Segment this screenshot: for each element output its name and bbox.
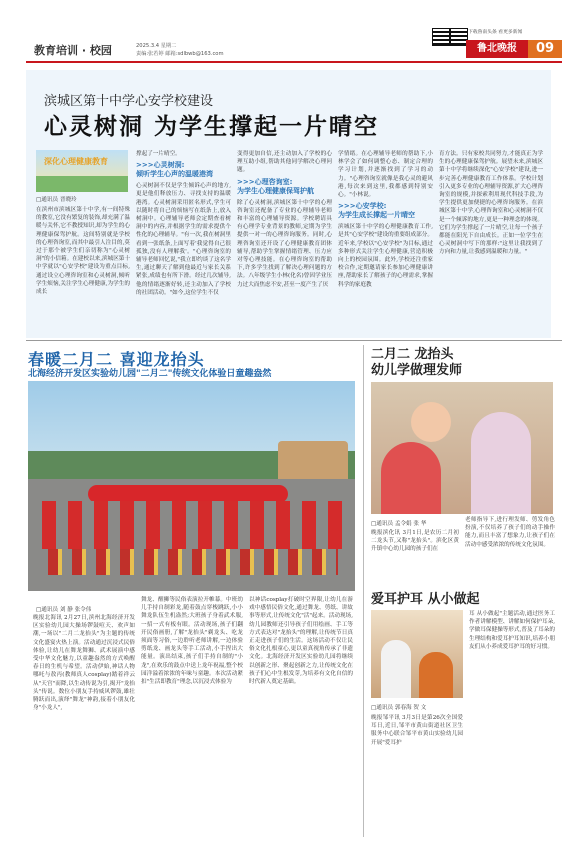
story2-col1: 晚报北海讯 2月27日,滨州北海经济开发区实验幼儿园大操场锣鼓喧天、欢声如潮,一场以"二月二龙抬头"为主题的传统文化盛宴火热上演。活动通过沉浸式民俗体验,让幼儿在舞龙舞狮、武术展演中感受中华文化魅力,以童趣盎然的方式唤醒春日的生机与希望。活动伊始,神话人物哪吒与敖丙(教师真人cosplay)踏着祥云从"天宫"而降,以生动传说为引,揭开"龙抬头"传说。数位小朋友手持威风锣鼓,雄壮腾跃而出,演绎"舞龙"神韵,接着小朋友化身"小龙人", [33, 615, 135, 712]
qr-code-icon [432, 28, 450, 46]
story1-col2 [136, 150, 231, 334]
date-line: 2025.3.4 星期二 [136, 43, 177, 49]
story2-byline: □通讯员 刘 静 张令伟 [36, 607, 92, 613]
photo-doctor [381, 640, 411, 698]
story4-title: 爱耳护耳 从小做起 [371, 592, 480, 607]
masthead [0, 0, 569, 62]
story1-photo [36, 150, 128, 192]
subhead-counseling-room: >>>心理咨询室: 为学生心理健康保驾护航 [237, 177, 314, 195]
photo-kid [419, 652, 453, 698]
story1-pretitle: 滨城区第十中学心安学校建设 [44, 94, 214, 109]
column-divider [363, 345, 364, 837]
page-number: 09 [528, 40, 562, 58]
story1-col1: 在滨州市滨城区第十中学,有一间特殊的教室,它没有繁复的装饰,却充满了温暖与关怀,它不教授知识,却为学生的心理健康保驾护航。这间特别就是学校的心理咨询室,而其中最引人注目的,莫过于那个被学生们亲切称为"心灵树洞"的小信箱。在建校以来,滨城区第十中学就以"心安学校"建设为重点目标,通过设立心理咨询室和心灵树洞,倾听学生烦恼,关注学生心理健康,为学生的成长 [36, 207, 130, 296]
story1-col4-body: 滨城区第十中学的心理健康教育工作,是其"心安学校"建设的重要组成部分。近年来,学校以"心安学校"为目标,通过多种形式关注学生心理健康,营造积极向上的校园氛围。此外,学校还注重家校合作,定期邀请家长参加心理健康讲座,帮助家长了解孩子的心理需求,掌握科学的家庭教 [338, 224, 433, 288]
story1-col2-intro: 撑起了一片晴空。 [136, 151, 181, 157]
story1-col3-body: 除了心灵树洞,滨城区第十中学的心理咨询室还配备了专业的心理辅导老师和丰富的心理辅导资源。学校聘请具有心理学专业背景的教师,定期为学生提供一对一的心理咨询服务。同时,心理咨询室还开设了心理健康教育团体辅导,帮助学生掌握情绪管理、压力应对等心理技能。在心理咨询室的帮助下,许多学生找到了解决心理问题的方法。八年级学生小林(化名)曾因学业压力过大而焦虑不安,甚至一度产生了厌 [237, 199, 332, 288]
story1-col4 [338, 150, 433, 334]
story3-title: 二月二 龙抬头 幼儿学做理发师 [371, 347, 463, 378]
story1-col3 [237, 150, 332, 334]
photo-child-left [381, 442, 441, 514]
photo-children [42, 501, 342, 549]
story3-haircut-photo [371, 382, 553, 514]
photo-child-right [471, 412, 531, 514]
app-ad-text: 下载鲁南头条 看更多新闻 [468, 30, 523, 35]
subhead-safe-school: >>>心安学校: 为学生成长撑起一片晴空 [338, 202, 415, 220]
story4-byline: □通讯员 郭春海 贺 文 [371, 705, 427, 711]
photo-front-row [48, 549, 338, 575]
header-rule [26, 61, 562, 63]
story3-col2: 老师指导下,进行理发师、剪发角色扮演,不仅培养了孩子们的动手操作能力,而且丰富了想象力,让孩子们在活动中感受浓浓的传统文化氛围。 [465, 517, 555, 548]
story-divider [26, 340, 562, 341]
story2-col3: 以神话cosplay打破时空界限,让幼儿在游戏中感悟民俗文化,通过舞龙、剪纸、讲故事等形式,让传统文化"活"起来。活动现场,幼儿园教师还引导孩子们用绘画、手工等方式表达对"龙抬头"的理解,让传统节日真正走进孩子们的生活。这场活动不仅让民俗文化扎根童心,更以童真视角传承了非遗文化。北海经济开发区实验幼儿园将继续以创新之形、聚起创新之力,让传统文化在孩子们心中生根发芽,为培养有文化自信的时代新人奠定基础。 [249, 597, 353, 686]
story1-col5: 育方法。只有家校共同努力,才能真正为学生的心理健康保驾护航。展望未来,滨城区第十中学将继续深化"心安学校"建设,进一步完善心理健康教育工作体系。学校计划引入更多专业的心理辅导资源,扩大心理咨询室的规模,并探索利用现代科技手段,为学生提供更加便捷的心理咨询服务。在滨城区第十中学,心理咨询室和心灵树洞不仅是一个倾诉的地方,更是一种理念的体现。它们为学生撑起了一片晴空,让每一个孩子都能在阳光下自由成长。正如一位学生在心灵树洞中写下的那样:"这里让我找到了方向和力量,让我感到温暖和力量。" [439, 151, 543, 256]
story3-col1: 晚报滨化讯 3月1日,是农历二月初二龙头节,又称"龙抬头"。滨化区黄升镇中心幼儿园的孩子们在 [371, 530, 459, 553]
photo-building [278, 441, 348, 481]
photo-face [411, 402, 451, 442]
story1-col2-body: 心灵树洞不仅是学生倾诉心声的地方,更是他们释放压力、寻找支持的温暖港湾。心灵树洞采用匿名形式,学生可以随时将自己的烦恼写在纸条上,放入树洞中。心理辅导老师会定期查看树洞中的内容,并根据学生的需求提供个性化的心理辅导。"有一次,我在树洞里看到一张纸条,上面写着'我觉得自己很孤独,没有人理解我'。"心理咨询室的辅导老师回忆说,"我立即约谈了这名学生,通过聊天了解到他最近与家长关系紧张,成绩也有所下滑。经过几次辅导,他的情绪逐渐好转,还主动加入了学校的社团活动。"如今,这位学生不仅 [136, 183, 231, 296]
story4-col2: 耳 从小做起"主题活动,通过医务工作者讲解模型、讲解如何保护耳朵,学做耳保健操等形式,普及了耳朵的生理结构和爱耳护耳知识,培养小朋友们从小养成爱耳护耳的好习惯。 [469, 611, 555, 650]
subhead-tree-hole: >>>心灵树洞: 倾听学生心声的温暖港湾 [136, 161, 213, 179]
photo-banner-text: 深化心理健康教育 [44, 157, 108, 166]
editor-line: 责编:张若婷 邮箱:sdlbwb@163.com [136, 51, 224, 57]
story2-dragon-dance-photo [28, 381, 355, 591]
story1-col3-intro: 变得更加自信,还主动加入了学校的心理互助小组,帮助其他同学解决心理问题。 [237, 151, 332, 174]
story1-col4-intro: 学情绪。在心理辅导老师的帮助下,小林学会了如何调整心态、制定合理的学习计划,并逐渐找到了学习的动力。"心理咨询室就像是我心灵的避风港,每次来到这里,我都感到特别安心。"小林说。 [338, 151, 433, 199]
newspaper-logo: 鲁北晚报 [466, 40, 528, 58]
story1-byline: □通讯员 晋晓玲 [36, 197, 77, 203]
story4-col1: 晚报邹平讯 3月3日是第26次全国爱耳日,近日,邹平市黄山街道社区卫生服务中心联合邹平市黄山实验幼儿园开展"爱耳护 [371, 715, 463, 746]
story1-title: 心灵树洞 为学生撑起一片晴空 [44, 113, 380, 140]
story2-subtitle: 北海经济开发区实验幼儿园"二月二"传统文化体验日童趣盎然 [28, 369, 272, 379]
story2-col2: 舞龙、醒狮等民俗表演拉开帷幕。中班幼儿手持自制彩龙,随着鼓点穿梭跳跃,小小舞龙队伍生机盎然;大班孩子身着武术服,一招一式有板有眼。活动现场,孩子们翻开民俗画册,了解"龙抬头"剃龙头、吃龙须面等习俗,一边聆听老师讲解,一边体验剪纸龙、画龙头等手工活动,小手捏出大能量。演出结束,孩子们手持自制的"小龙",在欢乐的鼓点中送上龙年祝福,整个校园洋溢着浓浓的年味与童趣。本次活动紧扣"生活即教育"理念,以沉浸式体验为 [141, 597, 243, 686]
section-name: 教育培训 · 校园 [34, 44, 112, 57]
photo-ground [36, 176, 128, 192]
story3-byline: □通讯员 孟令娟 张 华 [371, 521, 427, 527]
story2-title: 春暖二月二 喜迎龙抬头 [28, 350, 205, 369]
story4-ear-care-photo [371, 610, 463, 698]
